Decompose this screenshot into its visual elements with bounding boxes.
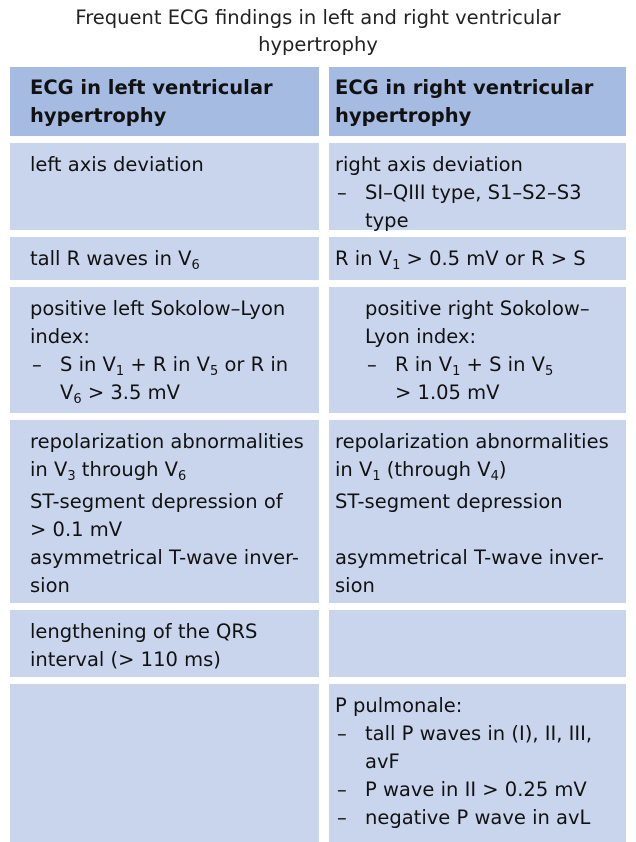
table-row (10, 610, 626, 677)
cell-empty (329, 610, 626, 677)
table-row (10, 237, 626, 280)
bullet-item: – S in $V_1 + R$ in $V_5$ or R in (30, 351, 313, 379)
bullet-item: – negative P wave in avL (335, 804, 620, 832)
cell-p-pulmonale: P pulmonale: – tall P waves in (I), II, III, avF – P wave in II > 0.25 mV – negative P wave in avL (329, 684, 626, 842)
cell-left-axis: left axis deviation (10, 143, 319, 230)
cell-right-axis: right axis deviation – SI–QIII type, S1–S2–S3 type (329, 143, 626, 230)
table-caption (0, 4, 636, 58)
header-left-ventricular: ECG in left ventricular hypertrophy (10, 67, 319, 136)
bullet-item: – SI–QIII type, S1–S2–S3 (335, 179, 620, 207)
cell-right-repolarization: repolarization abnormalities in $V_1$ (through $V_4$) ST-segment depression asymmetrical T-wave inver- sion (329, 420, 626, 603)
bullet-item: – tall P waves in (I), II, III, (335, 720, 620, 748)
cell-left-repolarization: repolarization abnormalities in $V_3$ through $V_6$ ST-segment depression of > 0.1 mV asymmetrical T-wave inver- sion (10, 420, 319, 603)
bullet-item: – R in $V_1 + S$ in $V_5$ (365, 351, 620, 379)
table-row (10, 287, 626, 413)
table-row (10, 684, 626, 842)
cell-r-in-v1: R in $V_1 > 0.5$ mV or R > S (329, 237, 626, 280)
table-row (10, 420, 626, 603)
cell-tall-r-waves: tall R waves in $V_6$ (10, 237, 319, 280)
caption-line-2: hypertrophy (258, 33, 378, 56)
header-right-ventricular: ECG in right ventricular hypertrophy (329, 67, 626, 136)
cell-right-sokolow: positive right Sokolow– Lyon index: – R in $V_1 + S$ in $V_5$ > 1.05 mV (329, 287, 626, 413)
cell-left-sokolow: positive left Sokolow–Lyon index: – S in $V_1 + R$ in $V_5$ or R in $V_6 > 3.5$ mV (10, 287, 319, 413)
ecg-findings-table (10, 67, 626, 842)
cell-empty (10, 684, 319, 842)
caption-line-1: Frequent ECG findings in left and right ventricular (75, 6, 561, 29)
bullet-item: – P wave in II > 0.25 mV (335, 776, 620, 804)
table-header-row (10, 67, 626, 136)
table-row (10, 143, 626, 230)
cell-qrs-lengthening: lengthening of the QRS interval (> 110 ms) (10, 610, 319, 677)
